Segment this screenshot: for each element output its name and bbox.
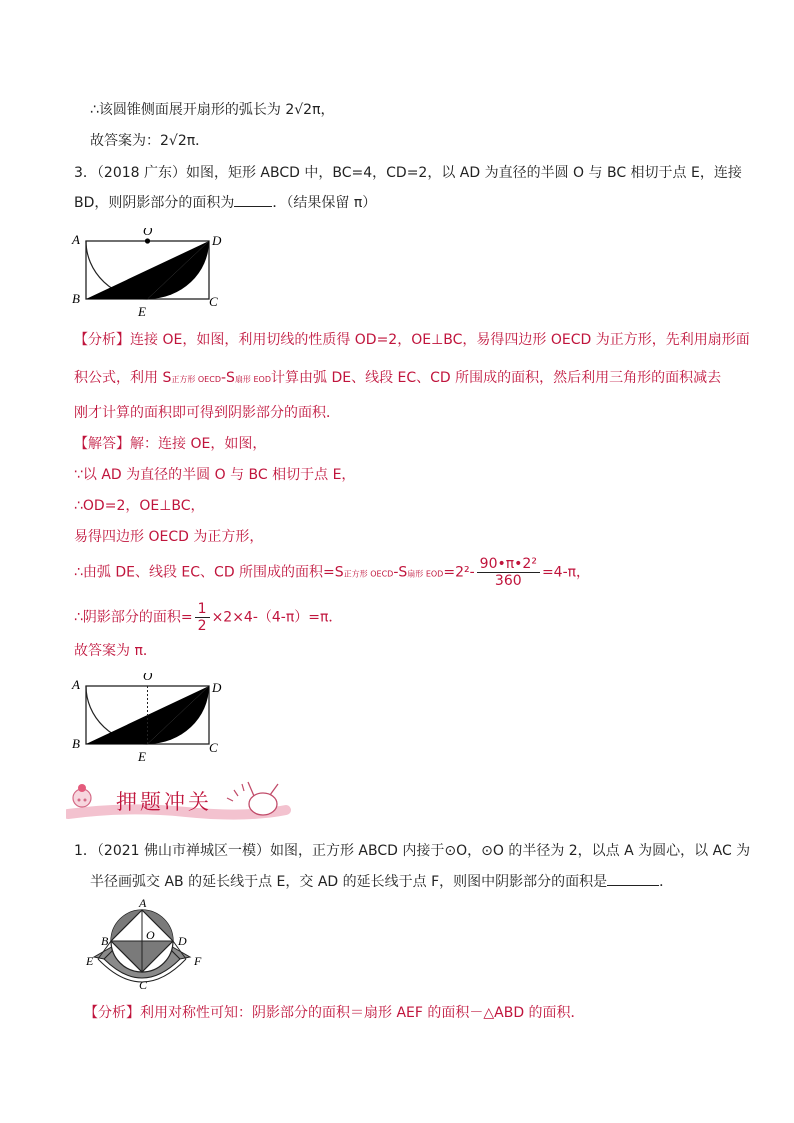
analysis-tag: 【分析】 bbox=[74, 332, 130, 348]
label-D: D bbox=[212, 233, 222, 248]
answer-blank-2 bbox=[607, 873, 659, 886]
label-A: A bbox=[72, 232, 80, 247]
solution-line-6 bbox=[74, 601, 342, 634]
half-numerator: 1 bbox=[195, 601, 210, 618]
label-B: B bbox=[72, 291, 80, 306]
solution-sub-1: 正方形 OECD bbox=[343, 569, 394, 579]
solution-text-6b: ×2×4-（4-π）=π． bbox=[211, 609, 343, 626]
solution-text-5c: =2²- bbox=[443, 564, 475, 581]
analysis-line-2 bbox=[74, 369, 721, 389]
solution-line-4: 易得四边形 OECD 为正方形， bbox=[74, 529, 264, 545]
solution-line-5 bbox=[74, 556, 590, 589]
top-line-2: 故答案为：2√2π． bbox=[90, 133, 210, 149]
problem3-stem-text-b: ．（结果保留 π） bbox=[272, 195, 377, 211]
section-banner bbox=[66, 776, 296, 826]
label-O: O bbox=[143, 228, 153, 238]
fraction-sector bbox=[477, 556, 540, 589]
banner-title: 押题冲关 bbox=[116, 790, 212, 814]
problem1-analysis-line bbox=[84, 1004, 585, 1022]
half-denominator: 2 bbox=[197, 618, 207, 634]
problem3-stem-line-2 bbox=[74, 194, 376, 212]
top-line-1: ∴该圆锥侧面展开扇形的弧长为 2√2π， bbox=[90, 102, 335, 118]
analysis-sub-1: 正方形 OECD bbox=[171, 375, 221, 384]
fig3-label-O: O bbox=[146, 928, 155, 942]
problem3-stem-text-a: BD，则阴影部分的面积为 bbox=[74, 195, 235, 211]
label-C: C bbox=[209, 294, 218, 309]
fraction-half bbox=[195, 601, 210, 634]
problem3-stem-line-1: 3．（2018 广东）如图，矩形 ABCD 中，BC=4，CD=2，以 AD 为直径的半圆 O 与 BC 相切于点 E，连接 bbox=[74, 165, 742, 181]
solution-tag: 【解答】 bbox=[74, 436, 130, 452]
solution-sub-2: 扇形 EOD bbox=[407, 569, 444, 579]
problem1-analysis-tag: 【分析】 bbox=[84, 1005, 140, 1021]
solution-line-1 bbox=[74, 435, 266, 453]
solution-text-6a: ∴阴影部分的面积= bbox=[74, 609, 193, 626]
fraction-denominator: 360 bbox=[494, 573, 522, 589]
solution-line-3: ∴OD=2，OE⊥BC， bbox=[74, 498, 205, 514]
fig3-label-C: C bbox=[139, 978, 148, 992]
solution-text-5a: ∴由弧 DE、线段 EC、CD 所围成的面积=S bbox=[74, 564, 344, 581]
analysis-sub-2: 扇形 EOD bbox=[234, 375, 271, 384]
label-B: B bbox=[72, 736, 80, 751]
analysis-line-1 bbox=[74, 331, 750, 349]
problem1-stem-text-a: 半径画弧交 AB 的延长线于点 E，交 AD 的延长线于点 F，则图中阴影部分的面积是 bbox=[90, 874, 608, 890]
solution-text-1: 解：连接 OE，如图， bbox=[130, 436, 267, 452]
solution-text-5b: -S bbox=[393, 564, 408, 581]
analysis-text-2c: 计算由弧 DE、线段 EC、CD 所围成的面积，然后利用三角形的面积减去 bbox=[271, 370, 722, 386]
problem1-analysis-text: 利用对称性可知：阴影部分的面积＝扇形 AEF 的面积－△ABD 的面积． bbox=[140, 1005, 585, 1021]
solution-text-5d: =4-π， bbox=[541, 564, 591, 581]
figure-inscribed-square bbox=[84, 897, 224, 997]
answer-line: 故答案为 π． bbox=[74, 643, 157, 659]
fig3-label-B: B bbox=[101, 934, 109, 948]
label-C: C bbox=[209, 740, 218, 755]
fig3-label-D: D bbox=[178, 934, 187, 948]
fig3-label-E: E bbox=[86, 954, 94, 968]
fraction-numerator: 90•π•2² bbox=[477, 556, 540, 573]
label-D: D bbox=[212, 680, 222, 695]
problem1-stem-line-2 bbox=[90, 873, 673, 891]
problem1-stem-text-b: ． bbox=[659, 874, 674, 890]
label-E: E bbox=[138, 304, 146, 319]
analysis-text-1: 连接 OE，如图，利用切线的性质得 OD=2，OE⊥BC，易得四边形 OECD 为正方形，先利用扇形面 bbox=[130, 332, 750, 348]
solution-line-2: ∵以 AD 为直径的半圆 O 与 BC 相切于点 E， bbox=[74, 467, 356, 483]
analysis-line-3: 刚才计算的面积即可得到阴影部分的面积． bbox=[74, 405, 340, 421]
figure-rectangle-semicircle-1 bbox=[66, 228, 226, 328]
label-O: O bbox=[143, 673, 153, 683]
problem1-stem-line-1: 1．（2021 佛山市禅城区一模）如图，正方形 ABCD 内接于⊙O，⊙O 的半径为 2，以点 A 为圆心，以 AC 为 bbox=[74, 843, 751, 859]
analysis-text-2a: 积公式，利用 S bbox=[74, 370, 172, 386]
figure-rectangle-semicircle-2 bbox=[66, 673, 226, 773]
label-E: E bbox=[138, 749, 146, 764]
label-A: A bbox=[72, 677, 80, 692]
analysis-text-2b: -S bbox=[220, 370, 235, 386]
answer-blank bbox=[234, 194, 272, 207]
fig3-label-F: F bbox=[194, 954, 202, 968]
fig3-label-A: A bbox=[139, 897, 147, 910]
